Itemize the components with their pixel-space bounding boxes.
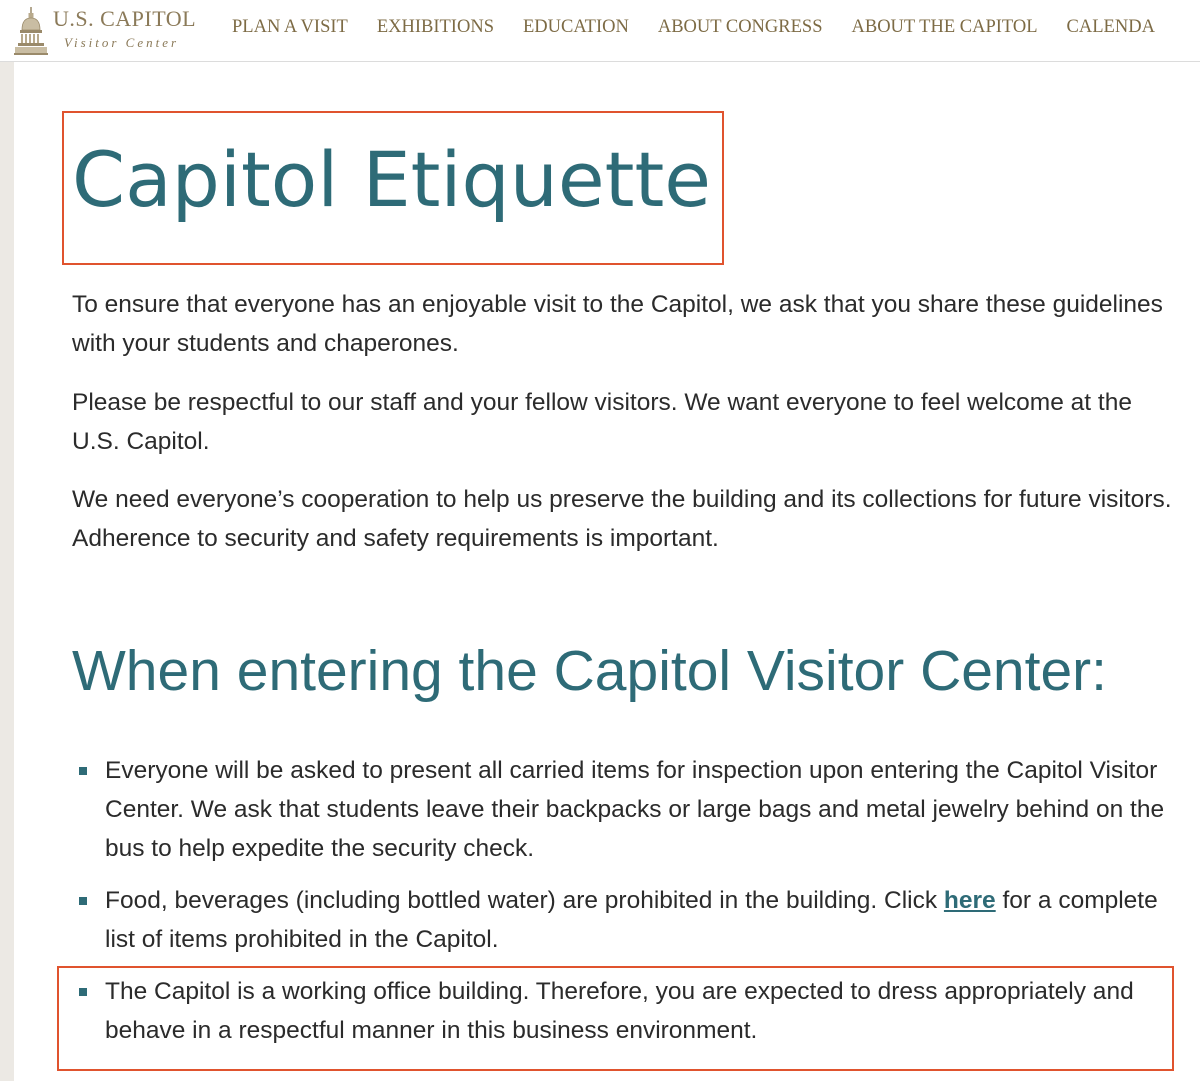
nav-exhibitions[interactable]: EXHIBITIONS [376, 17, 494, 37]
capitol-dome-icon [14, 6, 48, 56]
rule-text-after: for a complete list of items prohibited in the Capitol. [105, 887, 1158, 953]
left-rail [0, 62, 14, 1081]
nav-about-the-capitol[interactable]: ABOUT THE CAPITOL [851, 17, 1038, 37]
rule-text: Everyone will be asked to present all carried items for inspection upon entering the Capitol Visitor Center. We ask that students leave their backpacks or large bags and metal jewelry behind on the bus to help expedite the security check. [105, 757, 1165, 862]
logo-title: U.S. CAPITOL [53, 6, 197, 31]
list-item [72, 881, 1172, 959]
list-item [72, 972, 1172, 1050]
list-item [72, 751, 1172, 868]
square-bullet-icon [79, 897, 87, 905]
rule-text-before: Food, beverages (including bottled water) are prohibited in the building. Click [105, 887, 944, 914]
section-heading: When entering the Capitol Visitor Center: [72, 639, 1107, 703]
square-bullet-icon [79, 767, 87, 775]
site-header [0, 0, 1200, 62]
prohibited-items-link[interactable]: here [943, 887, 996, 914]
nav-about-congress[interactable]: ABOUT CONGRESS [657, 17, 823, 37]
respect-paragraph: Please be respectful to our staff and your fellow visitors. We want everyone to feel welcome at the U.S. Capitol. [72, 389, 1132, 455]
square-bullet-icon [79, 988, 87, 996]
rules-list [72, 751, 1172, 1063]
intro-paragraph: To ensure that everyone has an enjoyable visit to the Capitol, we ask that you share these guidelines with your students and chaperones. [72, 291, 1163, 357]
nav-calendar[interactable]: CALENDA [1066, 17, 1155, 37]
page-title: Capitol Etiquette [72, 135, 712, 224]
nav-education[interactable]: EDUCATION [522, 17, 629, 37]
cooperation-paragraph: We need everyone’s cooperation to help us preserve the building and its collections for future visitors. Adherence to security and safety requirements is important. [72, 486, 1172, 552]
rule-text: The Capitol is a working office building. Therefore, you are expected to dress appropriately and behave in a respectful manner in this business environment. [105, 978, 1134, 1044]
main-nav [232, 17, 1184, 38]
nav-plan-a-visit[interactable]: PLAN A VISIT [232, 17, 348, 37]
site-logo[interactable] [12, 4, 197, 56]
logo-subtitle: Visitor Center [64, 35, 180, 50]
